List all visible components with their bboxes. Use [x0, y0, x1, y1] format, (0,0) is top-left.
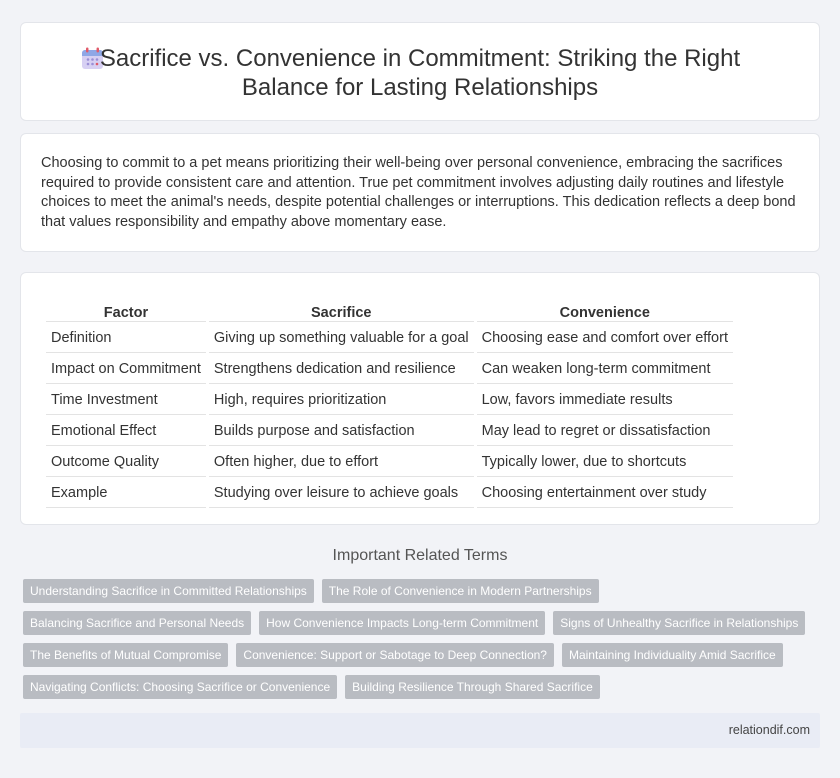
table-cell: Time Investment — [46, 386, 206, 415]
table-row — [46, 448, 733, 477]
comparison-table-card — [20, 272, 820, 525]
page-title: Sacrifice vs. Convenience in Commitment: Striking the Right Balance for Lasting Relationships — [99, 45, 741, 101]
table-cell: Impact on Commitment — [46, 355, 206, 384]
table-cell: Low, favors immediate results — [477, 386, 733, 415]
related-term-tag[interactable]: The Benefits of Mutual Compromise — [23, 643, 228, 667]
table-row — [46, 479, 733, 508]
related-terms-heading: Important Related Terms — [332, 547, 508, 564]
table-cell: Strengthens dedication and resilience — [209, 355, 474, 384]
related-term-tag[interactable]: Building Resilience Through Shared Sacrifice — [345, 675, 600, 699]
related-term-tag[interactable]: Convenience: Support or Sabotage to Deep Connection? — [236, 643, 554, 667]
table-cell: May lead to regret or dissatisfaction — [477, 417, 733, 446]
table-row — [46, 324, 733, 353]
intro-paragraph: Choosing to commit to a pet means prioritizing their well-being over personal convenience, embracing the sacrifices required to provide consistent care and attention. True pet commitment involves adjusting daily routines and lifestyle choices to meet the animal's needs, despite potential challenges or interruptions. This dedication reflects a deep bond that values responsibility and empathy above momentary ease. — [41, 155, 796, 230]
table-cell: Builds purpose and satisfaction — [209, 417, 474, 446]
table-cell: Typically lower, due to shortcuts — [477, 448, 733, 477]
related-term-tag[interactable]: The Role of Convenience in Modern Partnerships — [322, 579, 599, 603]
footer — [20, 713, 820, 748]
table-row — [46, 417, 733, 446]
related-term-tag[interactable]: Balancing Sacrifice and Personal Needs — [23, 611, 251, 635]
table-cell: Studying over leisure to achieve goals — [209, 479, 474, 508]
table-cell: High, requires prioritization — [209, 386, 474, 415]
footer-site-link[interactable]: relationdif.com — [728, 723, 810, 737]
related-term-tag[interactable]: How Convenience Impacts Long-term Commitment — [259, 611, 545, 635]
tag-row — [23, 643, 823, 667]
table-cell: Giving up something valuable for a goal — [209, 324, 474, 353]
tag-row — [23, 579, 823, 603]
table-cell: Definition — [46, 324, 206, 353]
column-header-convenience: Convenience — [477, 296, 733, 322]
table-row — [46, 355, 733, 384]
tag-row — [23, 611, 823, 635]
related-terms-list — [23, 579, 823, 707]
table-cell: Example — [46, 479, 206, 508]
table-cell: Can weaken long-term commitment — [477, 355, 733, 384]
table-cell: Emotional Effect — [46, 417, 206, 446]
related-term-tag[interactable]: Signs of Unhealthy Sacrifice in Relationships — [553, 611, 805, 635]
table-cell: Choosing ease and comfort over effort — [477, 324, 733, 353]
header-card — [20, 22, 820, 121]
intro-card — [20, 133, 820, 252]
comparison-table — [43, 294, 736, 510]
related-term-tag[interactable]: Navigating Conflicts: Choosing Sacrifice or Convenience — [23, 675, 337, 699]
related-term-tag[interactable]: Understanding Sacrifice in Committed Relationships — [23, 579, 314, 603]
related-term-tag[interactable]: Maintaining Individuality Amid Sacrifice — [562, 643, 783, 667]
table-cell: Often higher, due to effort — [209, 448, 474, 477]
table-cell: Outcome Quality — [46, 448, 206, 477]
column-header-factor: Factor — [46, 296, 206, 322]
table-cell: Choosing entertainment over study — [477, 479, 733, 508]
column-header-sacrifice: Sacrifice — [209, 296, 474, 322]
tag-row — [23, 675, 823, 699]
table-row — [46, 386, 733, 415]
table-header-row — [46, 296, 733, 322]
